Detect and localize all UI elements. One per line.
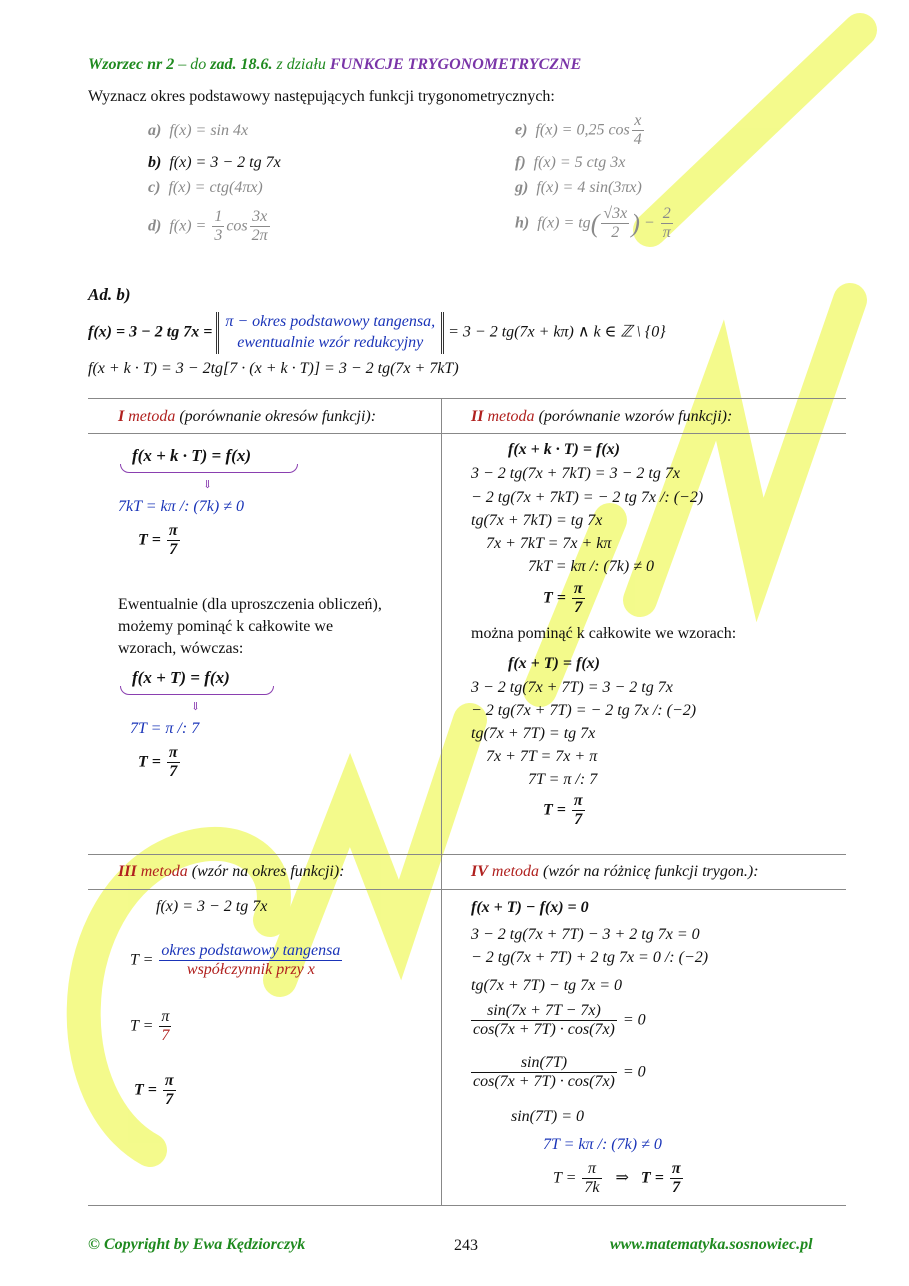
table-vertical-line [441,398,442,1205]
m4-l5: sin(7T) = 0 [511,1108,585,1125]
task-c: c) f(x) = ctg(4πx) [148,179,263,196]
header-zad: zad. 18.6. [210,56,273,73]
ad-b: Ad. b) [88,285,131,304]
m4-title: IV metoda (wzór na różnicę funkcji trygon.): [471,863,759,880]
m2-line-3: tg(7x + 7kT) = tg 7x [471,512,603,529]
header-dash: – do [174,56,211,73]
task-a: a) f(x) = sin 4x [148,122,249,139]
m2-line-0: f(x + k · T) = f(x) [508,441,620,458]
m1-eq3: f(x + T) = f(x) [132,668,230,687]
task-e: e) f(x) = 0,25 cos $\frac{x}{4}$ [515,112,642,149]
m2-line-1: 3 − 2 tg(7x + 7kT) = 3 − 2 tg 7x [471,465,680,482]
m1-t: T = $\frac{\pi}{7}$ [138,522,178,559]
m4-l1: f(x + T) − f(x) = 0 [471,899,589,916]
table-bottom-line [88,1205,846,1206]
footer-url[interactable]: www.matematyka.sosnowiec.pl [610,1236,813,1253]
m3-title: III metoda (wzór na okres funkcji): [118,863,345,880]
m4-l6: 7T = kπ /: (7k) ≠ 0 [543,1136,662,1153]
m1-eq4: 7T = π /: 7 [130,720,200,737]
m1-note3: wzorach, wówczas: [118,640,244,657]
table-top-line [88,398,846,399]
m4-l4: tg(7x + 7T) − tg 7x = 0 [471,977,623,994]
m3-t3: T = $\frac{\pi}{7}$ [134,1072,174,1109]
table-mid-header-line [88,889,846,890]
m2-t2: T = $\frac{\pi}{7}$ [543,792,583,829]
table-header-line [88,433,846,434]
m4-l2: 3 − 2 tg(7x + 7T) − 3 + 2 tg 7x = 0 [471,926,700,943]
m2-line2-3: tg(7x + 7T) = tg 7x [471,725,596,742]
m4-l3: − 2 tg(7x + 7T) + 2 tg 7x = 0 /: (−2) [471,949,709,966]
task-f: f) f(x) = 5 ctg 3x [515,154,626,171]
m2-line2-4: 7x + 7T = 7x + π [486,748,598,765]
ad-line1: f(x) = 3 − 2 tg 7x = π − okres podstawowy tangensa, ewentualnie wzór redukcyjny = 3 − 2 tg(7x + kπ) ∧ k ∈ ℤ \ {0} [88,312,666,354]
m2-line2-0: f(x + T) = f(x) [508,655,600,672]
m4-frac1: $\frac{\sin(7x + 7T - 7x)}{\cos(7x + 7T) \cdot \cos(7x)}$ = 0 [473,1002,646,1039]
table-mid-line [88,854,846,855]
m1-t2: T = $\frac{\pi}{7}$ [138,744,178,781]
m1-title: I metoda (porównanie okresów funkcji): [118,408,377,425]
task-g: g) f(x) = 4 sin(3πx) [515,179,642,196]
task-h: h) f(x) = tg( $\frac{√3x}{2}$ ) − $\frac{2}{\pi}$ [515,205,671,242]
m1-note1: Ewentualnie (dla uproszczenia obliczeń), [118,596,382,613]
m3-formula: T = $\frac{\text{okres podstawowy tangensa}}{\text{współczynnik przy x}}$ [130,942,341,979]
m1-arrow2: ⇓ [191,701,201,713]
m2-line2-5: 7T = π /: 7 [528,771,598,788]
m1-arrow1: ⇓ [203,479,213,491]
m1-eq2: 7kT = kπ /: (7k) ≠ 0 [118,498,244,515]
m2-note: można pominąć k całkowite we wzorach: [471,625,737,642]
m2-line-2: − 2 tg(7x + 7kT) = − 2 tg 7x /: (−2) [471,489,704,506]
m2-line-4: 7x + 7kT = 7x + kπ [486,535,612,552]
m2-line2-1: 3 − 2 tg(7x + 7T) = 3 − 2 tg 7x [471,679,673,696]
header-line [88,56,581,74]
footer-page: 243 [454,1237,478,1254]
instruction: Wyznacz okres podstawowy następujących funkcji trygonometrycznych: [88,88,555,105]
m3-eq1: f(x) = 3 − 2 tg 7x [156,898,268,915]
m2-t: T = $\frac{\pi}{7}$ [543,580,583,617]
m2-line-5: 7kT = kπ /: (7k) ≠ 0 [528,558,654,575]
m4-t: T = $\frac{\pi}{7k}$ ⇒ T = $\frac{\pi}{7}$ [553,1160,681,1197]
m1-brace2 [120,686,274,695]
task-b: b) f(x) = 3 − 2 tg 7x [148,154,281,171]
header-z-dzialu: z działu [272,56,330,73]
m2-line2-2: − 2 tg(7x + 7T) = − 2 tg 7x /: (−2) [471,702,697,719]
header-dzial: FUNKCJE TRYGONOMETRYCZNE [329,56,582,73]
header-wzorzec: Wzorzec nr 2 [88,56,175,73]
ad-line2: f(x + k · T) = 3 − 2tg[7 · (x + k · T)] = 3 − 2 tg(7x + 7kT) [88,360,459,377]
footer-copyright: © Copyright by Ewa Kędziorczyk [88,1236,306,1253]
m3-t2: T = $\frac{\pi}{7}$ [130,1008,170,1045]
m1-note2: możemy pominąć k całkowite we [118,618,334,635]
m1-eq1: f(x + k · T) = f(x) [132,446,251,465]
task-d: d) f(x) = $\frac{1}{3}$ cos $\frac{3x}{2\pi}$ [148,208,268,245]
m4-frac2: $\frac{\sin(7T)}{\cos(7x + 7T) \cdot \cos(7x)}$ = 0 [473,1054,646,1091]
m1-brace1 [120,464,298,473]
m2-title: II metoda (porównanie wzorów funkcji): [471,408,733,425]
